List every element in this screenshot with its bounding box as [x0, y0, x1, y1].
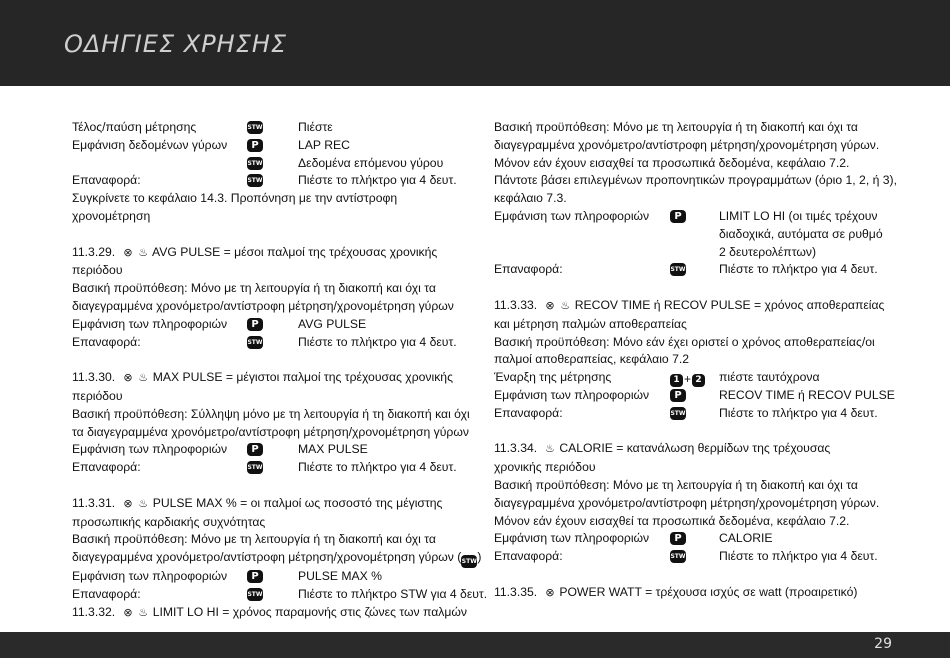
- instruction-row: [72, 172, 472, 190]
- requirement-text: Βασική προϋπόθεση: Μόνο με τη λειτουργία ή τη διακοπή και όχι τα: [494, 120, 858, 134]
- row-label: Εμφάνιση των πληροφοριών: [72, 442, 228, 457]
- p-button-icon: P: [247, 139, 263, 152]
- section-heading: [494, 584, 894, 603]
- instruction-row-cont: [494, 244, 894, 262]
- row-label: Εμφάνιση των πληροφοριών: [72, 569, 228, 584]
- row-value: PULSE MAX %: [298, 569, 382, 584]
- clock-icon: ⊗: [123, 497, 133, 510]
- row-value: LAP REC: [298, 137, 350, 152]
- row-label: Εμφάνιση των πληροφοριών: [494, 208, 650, 223]
- row-value: Πιέστε: [298, 120, 333, 134]
- row-label: Επαναφορά:: [72, 173, 141, 188]
- requirement-text: διαγεγραμμένα χρονόμετρο/αντίστροφη μέτρηση/χρονομέτρηση γύρων: [72, 298, 454, 313]
- row-value: 2 δευτερολέπτων): [719, 244, 817, 259]
- row-value: RECOV TIME ή RECOV PULSE: [719, 387, 895, 402]
- section-number: 11.3.29.: [72, 244, 116, 259]
- requirement-text: διαγεγραμμένα χρονόμετρο/αντίστροφη μέτρηση/χρονομέτρηση γύρων.: [494, 495, 880, 510]
- row-label: Επαναφορά:: [494, 405, 563, 420]
- requirement-text: Βασική προϋπόθεση: Σύλληψη μόνο με τη λειτουργία ή τη διακοπή και όχι: [72, 406, 470, 421]
- p-button-icon: P: [670, 210, 686, 223]
- p-button-icon: P: [670, 389, 686, 402]
- row-value: Πιέστε το πλήκτρο για 4 δευτ.: [719, 405, 878, 420]
- row-value: Πιέστε το πλήκτρο για 4 δευτ.: [298, 173, 457, 188]
- instruction-row: [72, 155, 472, 173]
- stw-button-icon: STW: [247, 174, 263, 187]
- instruction-row: [72, 316, 472, 334]
- section-heading: [72, 244, 472, 263]
- section-title-cont: περιόδου: [72, 388, 123, 403]
- row-label: Εμφάνιση των πληροφοριών: [494, 531, 650, 546]
- section-heading: [72, 604, 472, 623]
- instruction-row: [494, 530, 894, 548]
- section-title: PULSE MAX % = οι παλμοί ως ποσοστό της μέγιστης: [152, 495, 443, 510]
- clock-icon: ⊗: [545, 299, 555, 312]
- instruction-row: [494, 369, 894, 387]
- page-footer: [0, 632, 950, 658]
- row-label: Εμφάνιση δεδομένων γύρων: [72, 137, 228, 152]
- requirement-text: Βασική προϋπόθεση: Μόνο με τη λειτουργία ή τη διακοπή και όχι τα: [494, 477, 858, 492]
- instruction-row: [494, 261, 894, 279]
- section-title: CALORIE = κατανάλωση θερμίδων της τρέχουσας: [559, 441, 831, 456]
- section-title: MAX PULSE = μέγιστοι παλμοί της τρέχουσας χρονικής: [152, 370, 453, 385]
- section-heading: [72, 369, 472, 388]
- section-number: 11.3.33.: [494, 297, 538, 312]
- instruction-row-cont: [494, 226, 894, 244]
- clock-icon: ⊗: [123, 606, 133, 619]
- stw-button-icon: STW: [247, 461, 263, 474]
- button-2-icon: 2: [692, 374, 705, 387]
- instruction-row: [72, 137, 472, 155]
- section-title: AVG PULSE = μέσοι παλμοί της τρέχουσας χρονικής: [152, 244, 438, 259]
- button-combo: 1 + 2: [670, 371, 705, 389]
- instruction-row: [72, 568, 472, 586]
- section-title-cont: περιόδου: [72, 263, 123, 278]
- stw-button-icon: STW: [461, 555, 477, 568]
- requirement-text: Πάντοτε βάσει επιλεγμένων προπονητικών προγραμμάτων (όριο 1, 2, ή 3),: [494, 173, 897, 188]
- page-header: [0, 0, 950, 86]
- requirement-text: Βασική προϋπόθεση: Μόνο εάν έχει οριστεί ο χρόνος αποθεραπείας/οι: [494, 334, 875, 349]
- body-text: χρονομέτρηση: [72, 208, 151, 223]
- instruction-row: [72, 334, 472, 352]
- row-value: LIMIT LO HI (οι τιμές τρέχουν: [719, 208, 878, 223]
- instruction-row: [494, 405, 894, 423]
- stw-button-icon: STW: [247, 121, 263, 134]
- stw-button-icon: STW: [247, 336, 263, 349]
- instruction-row: [72, 586, 488, 604]
- instruction-row: [72, 441, 472, 459]
- requirement-text-end: ): [477, 550, 482, 565]
- pulse-icon: ♨: [138, 372, 149, 385]
- row-label: Εμφάνιση των πληροφοριών: [72, 316, 228, 331]
- row-label: Τέλος/παύση μέτρησης: [72, 120, 197, 134]
- section-title-cont: και μέτρηση παλμών αποθεραπείας: [494, 316, 687, 331]
- section-number: 11.3.32.: [72, 604, 116, 619]
- requirement-text: Βασική προϋπόθεση: Μόνο με τη λειτουργία ή τη διακοπή και όχι τα: [72, 281, 436, 296]
- section-title: RECOV TIME ή RECOV PULSE = χρόνος αποθεραπείας: [574, 297, 885, 312]
- row-value: Πιέστε το πλήκτρο STW για 4 δευτ.: [298, 586, 488, 601]
- row-label: Επαναφορά:: [72, 586, 141, 601]
- row-value: MAX PULSE: [298, 442, 368, 457]
- requirement-text: διαγεγραμμένα χρονόμετρο/αντίστροφη μέτρηση/χρονομέτρηση γύρων.: [494, 137, 880, 152]
- requirement-text: [72, 549, 482, 568]
- stw-button-icon: STW: [247, 157, 263, 170]
- pulse-icon: ♨: [545, 443, 555, 456]
- right-column: [494, 119, 897, 603]
- button-1-icon: 1: [670, 374, 683, 387]
- p-button-icon: P: [670, 532, 686, 545]
- requirement-text: Βασική προϋπόθεση: Μόνο με τη λειτουργία ή τη διακοπή και όχι τα: [72, 532, 436, 547]
- section-title: LIMIT LO HI = χρόνος παραμονής στις ζώνες των παλμών: [152, 604, 467, 619]
- row-value: Πιέστε το πλήκτρο για 4 δευτ.: [719, 549, 878, 564]
- requirement-text: τα διαγεγραμμένα χρονόμετρο/αντίστροφη μέτρηση/χρονομέτρηση γύρων: [72, 424, 469, 439]
- pulse-icon: ♨: [138, 246, 149, 259]
- section-title: POWER WATT = τρέχουσα ισχύς σε watt (προαιρετικό): [559, 584, 858, 599]
- row-value: AVG PULSE: [298, 316, 367, 331]
- row-label: Εμφάνιση των πληροφοριών: [494, 387, 650, 402]
- row-label: Έναρξη της μέτρησης: [494, 370, 612, 385]
- row-value: πιέστε ταυτόχρονα: [719, 370, 820, 385]
- requirement-text: Μόνον εάν έχουν εισαχθεί τα προσωπικά δεδομένα, κεφάλαιο 7.2.: [494, 155, 850, 170]
- left-column: [72, 119, 488, 623]
- row-label: Επαναφορά:: [494, 549, 563, 564]
- row-value: Πιέστε το πλήκτρο για 4 δευτ.: [719, 262, 878, 277]
- page-number: 29: [874, 636, 892, 652]
- row-value: Δεδομένα επόμενου γύρου: [298, 155, 444, 170]
- body-text: Συγκρίνετε το κεφάλαιο 14.3. Προπόνηση με την αντίστροφη: [72, 191, 398, 206]
- section-number: 11.3.30.: [72, 370, 116, 385]
- instruction-row: [494, 387, 894, 405]
- section-title-cont: προσωπικής καρδιακής συχνότητας: [72, 514, 266, 529]
- section-number: 11.3.34.: [494, 441, 538, 456]
- p-button-icon: P: [247, 318, 263, 331]
- clock-icon: ⊗: [123, 372, 133, 385]
- instruction-row: [494, 548, 894, 566]
- requirement-text: παλμοί αποθεραπείας, κεφάλαιο 7.2: [494, 352, 690, 367]
- p-button-icon: P: [247, 570, 263, 583]
- row-label: Επαναφορά:: [72, 334, 141, 349]
- stw-button-icon: STW: [247, 588, 263, 601]
- row-value: Πιέστε το πλήκτρο για 4 δευτ.: [298, 460, 457, 475]
- requirement-text: Μόνον εάν έχουν εισαχθεί τα προσωπικά δεδομένα, κεφάλαιο 7.2.: [494, 513, 850, 528]
- p-button-icon: P: [247, 443, 263, 456]
- requirement-text-part: διαγεγραμμένα χρονόμετρο/αντίστροφη μέτρηση/χρονομέτρηση γύρων (: [72, 550, 462, 565]
- instruction-row: [494, 208, 894, 226]
- pulse-icon: ♨: [138, 606, 149, 619]
- section-heading: [72, 495, 472, 514]
- row-value: CALORIE: [719, 531, 773, 546]
- section-number: 11.3.35.: [494, 584, 538, 599]
- row-label: Επαναφορά:: [72, 460, 141, 475]
- page-title: ΟΔΗΓΙΕΣ ΧΡΗΣΗΣ: [64, 30, 288, 58]
- section-heading: [494, 297, 894, 316]
- stw-button-icon: STW: [670, 407, 686, 420]
- instruction-row: [72, 119, 472, 137]
- row-label: Επαναφορά:: [494, 262, 563, 277]
- requirement-text: κεφάλαιο 7.3.: [494, 191, 567, 206]
- stw-button-icon: STW: [670, 263, 686, 276]
- stw-button-icon: STW: [670, 550, 686, 563]
- section-number: 11.3.31.: [72, 495, 116, 510]
- instruction-row: [72, 459, 472, 477]
- pulse-icon: ♨: [138, 497, 149, 510]
- section-title-cont: χρονικής περιόδου: [494, 460, 596, 475]
- row-value: διαδοχικά, αυτόματα σε ρυθμό: [719, 226, 883, 241]
- section-heading: [494, 440, 894, 459]
- clock-icon: ⊗: [123, 246, 133, 259]
- row-value: Πιέστε το πλήκτρο για 4 δευτ.: [298, 334, 457, 349]
- pulse-icon: ♨: [560, 299, 571, 312]
- clock-icon: ⊗: [545, 586, 555, 599]
